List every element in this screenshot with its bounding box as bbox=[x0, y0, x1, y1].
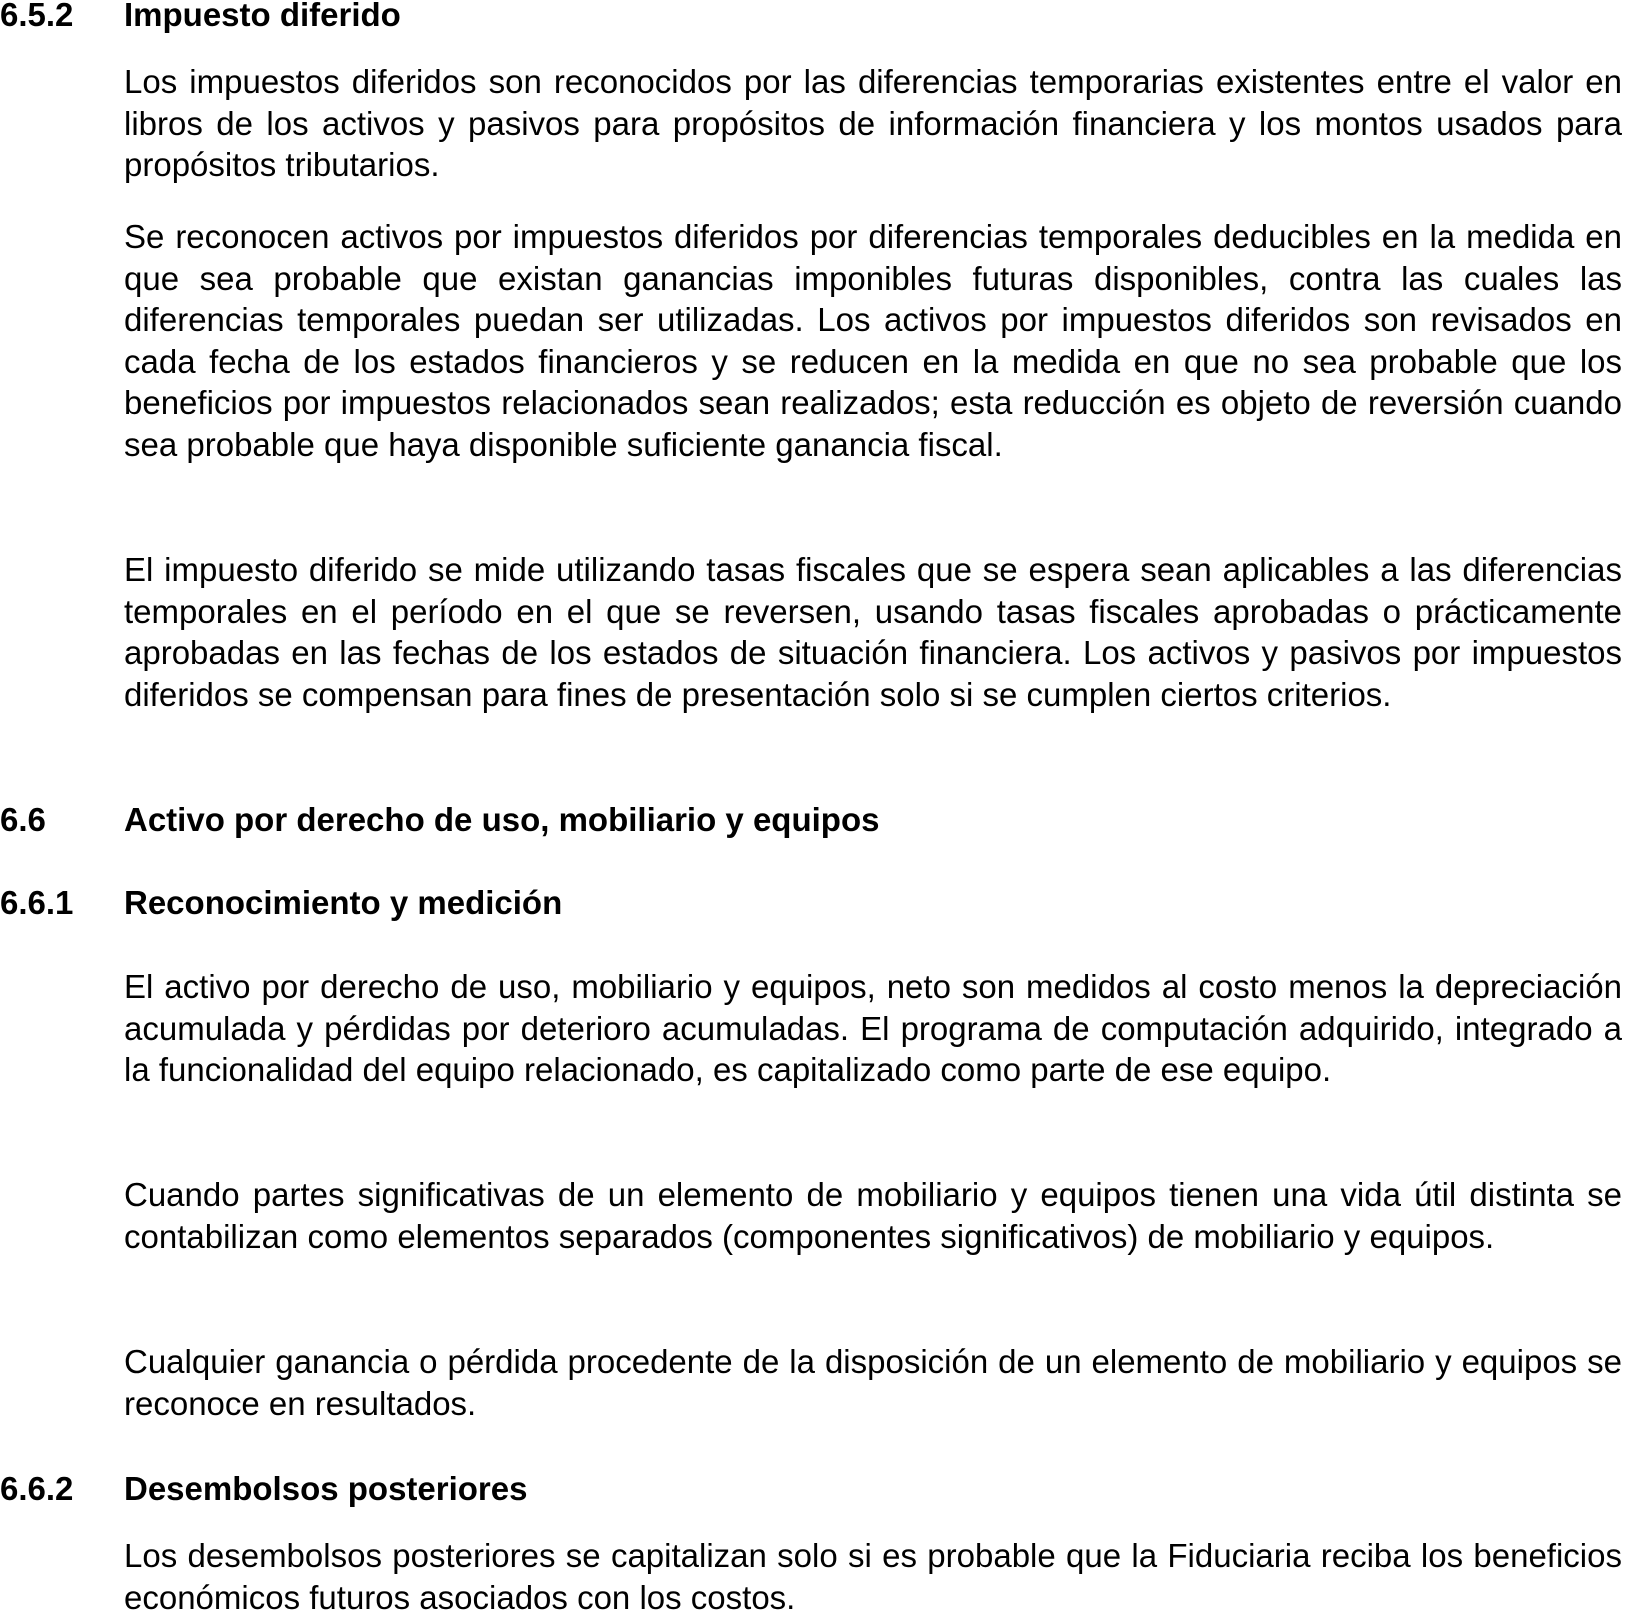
section-title: Activo por derecho de uso, mobiliario y equipos bbox=[124, 801, 880, 838]
section-number: 6.6.2 bbox=[0, 1470, 74, 1507]
section-title: Impuesto diferido bbox=[124, 0, 401, 33]
section-title: Desembolsos posteriores bbox=[124, 1470, 528, 1507]
section-number: 6.6 bbox=[0, 801, 46, 838]
paragraph-6-5-2-3: El impuesto diferido se mide utilizando tasas fiscales que se espera sean aplicables a las diferencias temporales en el período en el que se reversen, usando tasas fiscales aprobadas o prácticamente aprobadas en las fechas de los estados de situación financiera. Los activos y pasivos por impuestos diferidos se compensan para fines de presentación solo si se cumplen ciertos criterios. bbox=[124, 551, 1622, 713]
paragraph-6-5-2-1: Los impuestos diferidos son reconocidos por las diferencias temporarias existentes entre el valor en libros de los activos y pasivos para propósitos de información financiera y los montos usados para propósitos tributarios. bbox=[124, 63, 1622, 183]
paragraph-6-6-1-1: El activo por derecho de uso, mobiliario y equipos, neto son medidos al costo menos la depreciación acumulada y pérdidas por deterioro acumuladas. El programa de computación adquirido, integrado a la funcionalidad del equipo relacionado, es capitalizado como parte de ese equipo. bbox=[124, 968, 1622, 1088]
paragraph-6-5-2-2: Se reconocen activos por impuestos diferidos por diferencias temporales deducibles en la medida en que sea probable que existan ganancias imponibles futuras disponibles, contra las cuales las diferencias temporales puedan ser utilizadas. Los activos por impuestos diferidos son revisados en cada fecha de los estados financieros y se reducen en la medida en que no sea probable que los beneficios por impuestos relacionados sean realizados; esta reducción es objeto de reversión cuando sea probable que haya disponible suficiente ganancia fiscal. bbox=[124, 218, 1622, 463]
section-number: 6.6.1 bbox=[0, 884, 74, 921]
paragraph-6-6-2-1: Los desembolsos posteriores se capitalizan solo si es probable que la Fiduciaria reciba los beneficios económicos futuros asociados con los costos. bbox=[124, 1537, 1622, 1616]
paragraph-6-6-1-3: Cualquier ganancia o pérdida procedente de la disposición de un elemento de mobiliario y equipos se reconoce en resultados. bbox=[124, 1343, 1622, 1422]
section-title: Reconocimiento y medición bbox=[124, 884, 563, 921]
paragraph-6-6-1-2: Cuando partes significativas de un elemento de mobiliario y equipos tienen una vida útil distinta se contabilizan como elementos separados (componentes significativos) de mobiliario y equipos. bbox=[124, 1176, 1622, 1255]
section-number: 6.5.2 bbox=[0, 0, 74, 33]
